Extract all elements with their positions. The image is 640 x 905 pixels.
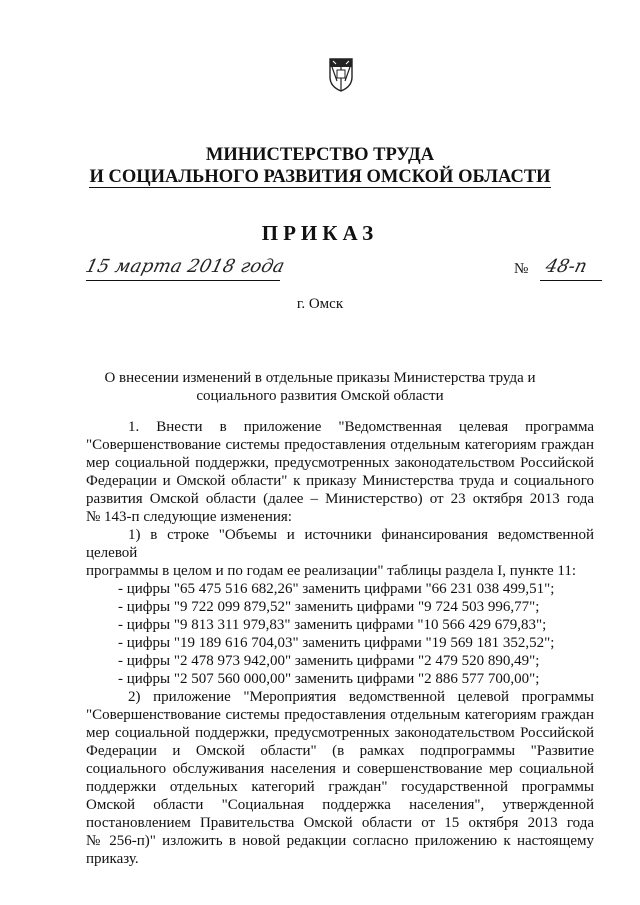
ministry-name-line2: И СОЦИАЛЬНОГО РАЗВИТИЯ ОМСКОЙ ОБЛАСТИ [89,167,551,187]
text-line: поддержки отдельных категорий граждан" государственной программы [86,779,594,795]
list-item: - цифры "2 478 973 942,00" заменить цифрами "2 479 520 890,49"; [118,653,540,669]
text-line: "Совершенствование системы предоставления отдельным категориям граждан [86,437,594,453]
list-item: - цифры "19 189 616 704,03" заменить цифрами "19 569 181 352,52"; [118,635,555,651]
subject-line: социального развития Омской области [196,388,444,404]
paragraph-2 [86,526,594,580]
handwritten-date: 15 марта 2018 года [83,256,287,277]
document-type-title: ПРИКАЗ [261,221,379,245]
text-line: 1) в строке "Объемы и источники финансирования ведомственной целевой [86,527,594,561]
text-line: приказу. [86,851,139,867]
order-body [86,418,594,868]
paragraph-1 [86,418,594,526]
text-line: № 256-п)" изложить в новой редакции согласно приложению к настоящему [86,833,594,849]
text-line: мер социальной поддержки, предусмотренных законодательством Российской [86,455,594,471]
list-item: - цифры "9 813 311 979,83" заменить цифрами "10 566 429 679,83"; [118,617,547,633]
text-line: "Совершенствование системы предоставления отдельным категориям граждан [86,707,594,723]
ministry-name-line1: МИНИСТЕРСТВО ТРУДА [205,145,435,165]
subject-line: О внесении изменений в отдельные приказы Министерства труда и [104,370,536,386]
text-line: Федерации и Омской области" (в рамках подпрограммы "Развитие [86,743,594,759]
date-field [83,256,287,281]
number-label: № [514,261,529,277]
order-subject [0,369,640,405]
text-line: 2) приложение "Мероприятия ведомственной целевой программы [128,689,594,705]
replacement-list [86,580,594,688]
list-item: - цифры "65 475 516 682,26" заменить цифрами "66 231 038 499,51"; [118,581,555,597]
list-item: - цифры "9 722 099 879,52" заменить цифрами "9 724 503 996,77"; [118,599,540,615]
text-line: социального обслуживания населения и совершенствование мер социальной [86,761,594,777]
list-item: - цифры "2 507 560 000,00" заменить цифрами "2 886 577 700,00"; [118,671,540,687]
text-line: № 143-п следующие изменения: [86,509,292,525]
text-line: программы в целом и по годам ее реализации" таблицы раздела I, пункте 11: [86,563,577,579]
coat-of-arms-icon [327,57,355,93]
text-line: 1. Внести в приложение "Ведомственная целевая программа [128,419,594,435]
text-line: постановлением Правительства Омской области от 15 октября 2013 года [86,815,594,831]
text-line: мер социальной поддержки, предусмотренных законодательством Российской [86,725,594,741]
handwritten-number: 48-п [543,256,590,277]
text-line: Омской области "Социальная поддержка населения", утвержденной [86,797,594,813]
text-line: развития Омской области (далее – Министерство) от 23 октября 2013 года [86,491,594,507]
paragraph-3 [86,688,594,868]
city: г. Омск [296,296,344,312]
number-field [540,256,602,281]
text-line: Федерации и Омской области" к приказу Министерства труда и социального [86,473,594,489]
